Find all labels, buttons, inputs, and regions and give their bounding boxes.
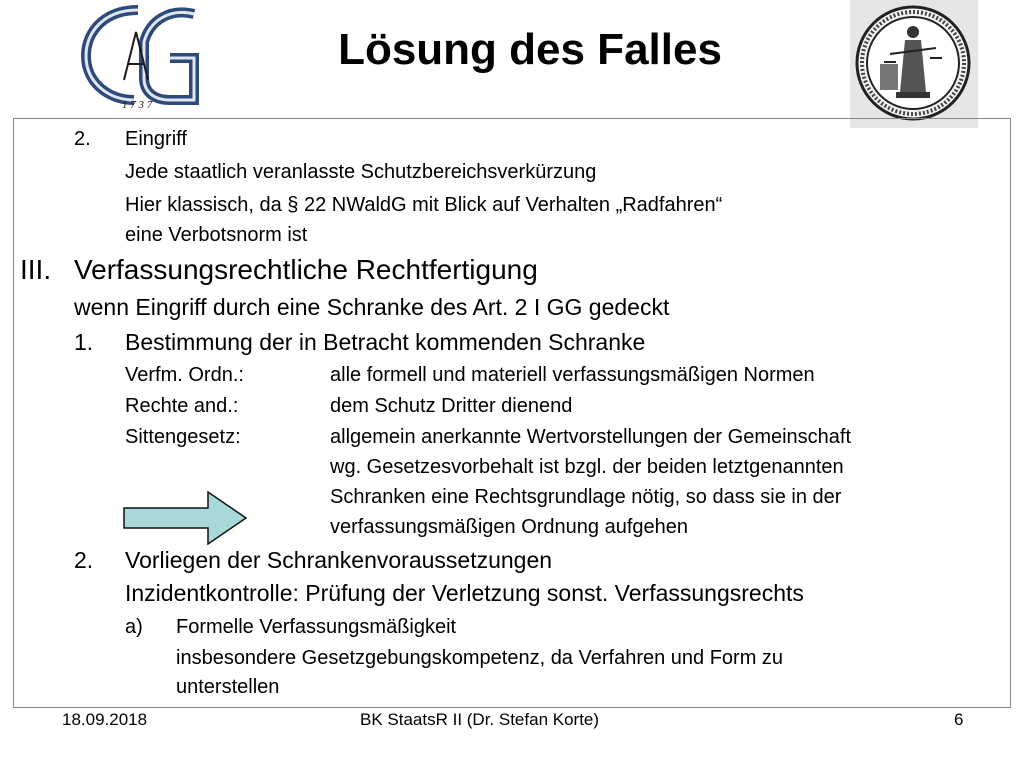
text-line: Inzidentkontrolle: Prüfung der Verletzung sonst. Verfassungsrechts <box>125 580 804 606</box>
text-line: insbesondere Gesetzgebungskompetenz, da Verfahren und Form zu <box>176 647 784 669</box>
section-number: III. <box>20 254 52 285</box>
text-line: eine Verbotsnorm ist <box>125 224 308 246</box>
item-number: 2. <box>74 128 91 150</box>
text-line: unterstellen <box>176 676 280 698</box>
logo-year: 1 7 3 7 <box>122 99 153 110</box>
subsection-heading: Bestimmung der in Betracht kommenden Schranke <box>125 329 646 355</box>
text-line: verfassungsmäßigen Ordnung aufgehen <box>330 516 689 538</box>
text-line: wg. Gesetzesvorbehalt ist bzgl. der beiden letztgenannten <box>330 456 844 478</box>
seal-icon <box>850 0 978 128</box>
section-heading: Verfassungsrechtliche Rechtfertigung <box>74 254 538 285</box>
footer-course: BK StaatsR II (Dr. Stefan Korte) <box>360 710 600 729</box>
definition-text: allgemein anerkannte Wertvorstellungen der Gemeinschaft <box>330 426 852 448</box>
item-number: 2. <box>74 547 94 573</box>
university-logo <box>74 2 202 110</box>
text-line: Jede staatlich veranlasste Schutzbereichsverkürzung <box>125 161 597 183</box>
university-seal <box>850 0 978 128</box>
text-line: Hier klassisch, da § 22 NWaldG mit Blick auf Verhalten „Radfahren“ <box>125 194 723 216</box>
text-line: wenn Eingriff durch eine Schranke des Art. 2 I GG gedeckt <box>74 294 670 320</box>
footer-page-number: 6 <box>954 710 964 729</box>
text-line: Schranken eine Rechtsgrundlage nötig, so dass sie in der <box>330 486 842 508</box>
item-number: 1. <box>74 329 94 355</box>
definition-term: Verfm. Ordn.: <box>125 364 244 386</box>
right-arrow-icon <box>122 490 248 546</box>
definition-text: alle formell und materiell verfassungsmäßigen Normen <box>330 364 815 386</box>
page-title: Lösung des Falles <box>338 25 722 74</box>
heading-eingriff: Eingriff <box>125 128 187 150</box>
subitem-heading: Formelle Verfassungsmäßigkeit <box>176 616 457 638</box>
subsection-heading: Vorliegen der Schrankenvoraussetzungen <box>125 547 553 573</box>
definition-term: Sittengesetz: <box>125 426 241 448</box>
item-letter: a) <box>125 616 143 638</box>
footer-date: 18.09.2018 <box>62 710 148 729</box>
definition-term: Rechte and.: <box>125 395 239 417</box>
definition-text: dem Schutz Dritter dienend <box>330 395 573 417</box>
